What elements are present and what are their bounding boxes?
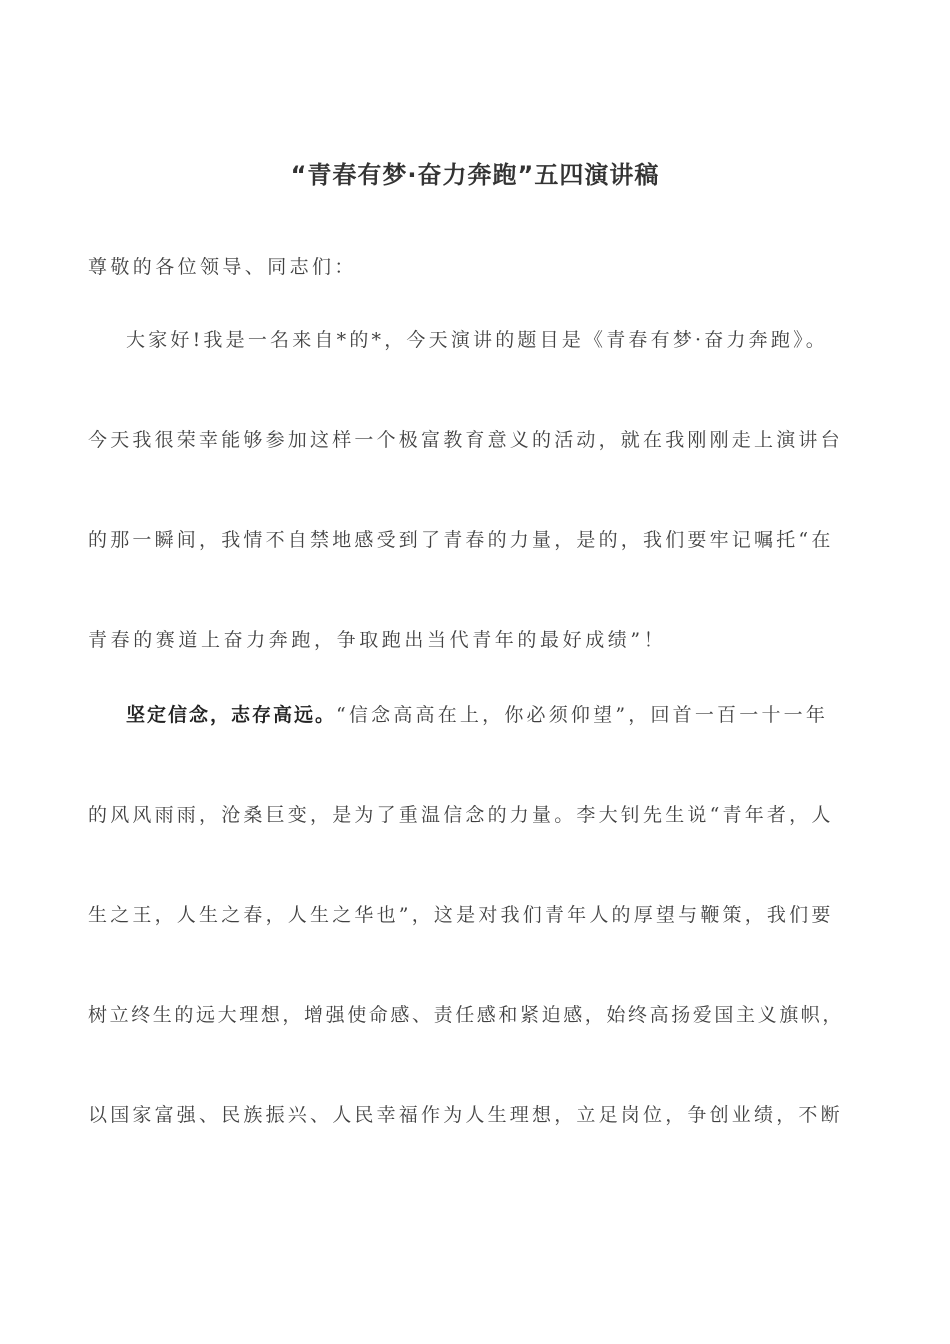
paragraph-2-line-3: 生之王，人生之春，人生之华也”，这是对我们青年人的厚望与鞭策，我们要: [88, 904, 834, 926]
paragraph-2-heading: 坚定信念，志存高远。: [126, 704, 337, 726]
paragraph-1-line-3: 的那一瞬间，我情不自禁地感受到了青春的力量，是的，我们要牢记嘱托“在: [88, 529, 834, 551]
paragraph-2-line-1: [126, 700, 916, 730]
paragraph-1-line-4: 青春的赛道上奋力奔跑，争取跑出当代青年的最好成绩”！: [88, 629, 667, 651]
paragraph-2-line-5: 以国家富强、民族振兴、人民幸福作为人生理想，立足岗位，争创业绩，不断: [88, 1104, 843, 1126]
paragraph-1-line-2: 今天我很荣幸能够参加这样一个极富教育意义的活动，就在我刚刚走上演讲台: [88, 429, 843, 451]
salutation: 尊敬的各位领导、同志们：: [88, 256, 357, 278]
paragraph-2-line-2: 的风风雨雨，沧桑巨变，是为了重温信念的力量。李大钊先生说“青年者，人: [88, 804, 834, 826]
paragraph-2-first-line-text: “信念高高在上，你必须仰望”，回首一百一十一年: [336, 704, 829, 726]
document-title: “青春有梦·奋力奔跑”五四演讲稿: [290, 161, 660, 189]
paragraph-2-line-4: 树立终生的远大理想，增强使命感、责任感和紧迫感，始终高扬爱国主义旗帜，: [88, 1004, 845, 1026]
paragraph-1-line-1: 大家好!我是一名来自*的*，今天演讲的题目是《青春有梦·奋力奔跑》。: [126, 329, 828, 351]
